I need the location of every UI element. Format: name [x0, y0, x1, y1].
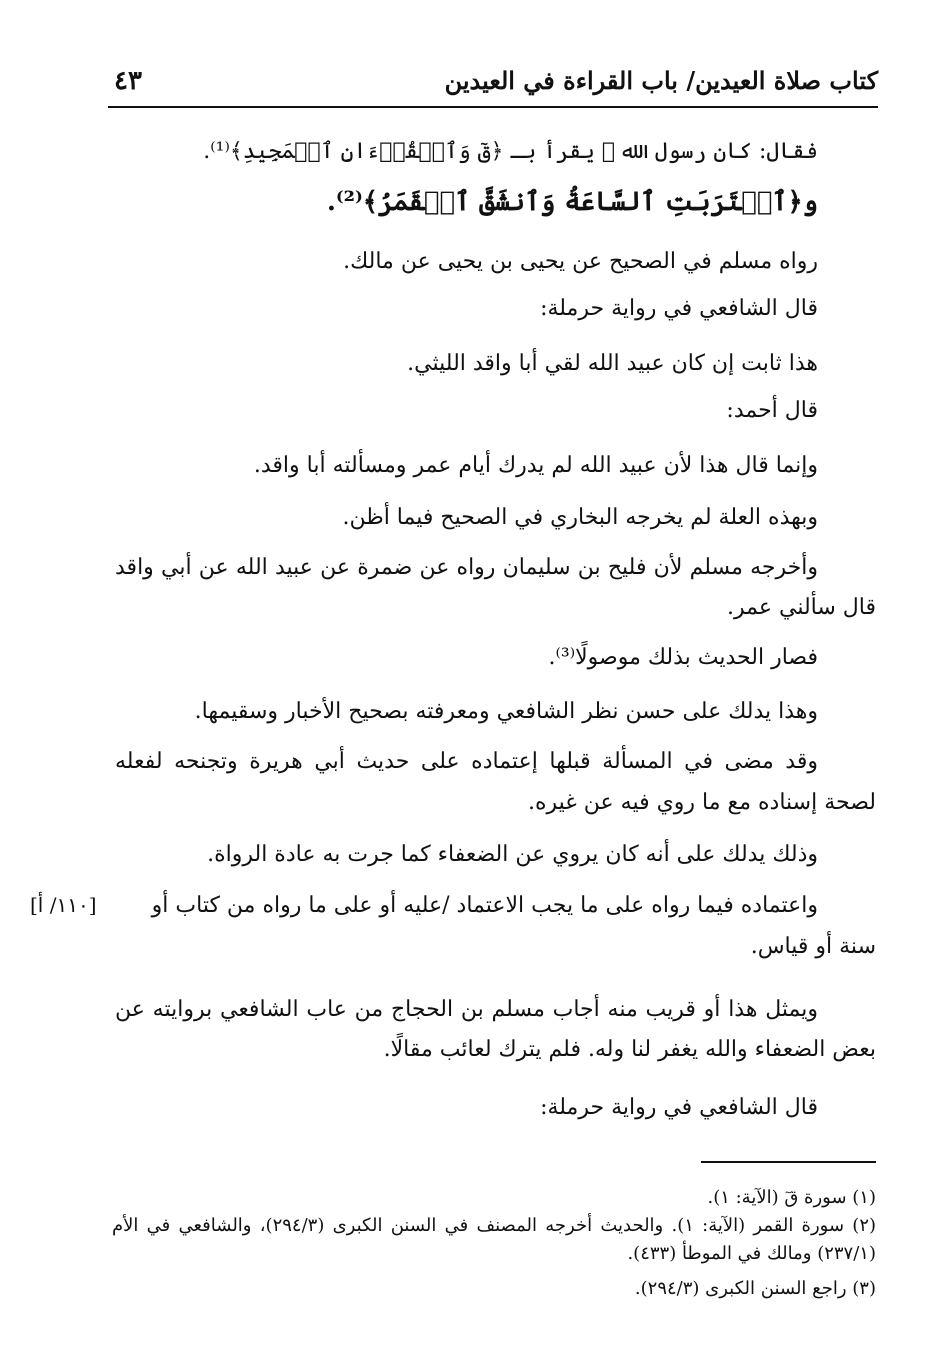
text-line-1: فقال: كان رسول الله ﷺ يقرأ بـ ﴿قٓ وَٱلۡقُرۡءَانِ ٱلۡمَجِيدِ﴾⁽¹⁾.: [203, 139, 818, 164]
margin-folio-reference: [١١٠/ أ]: [30, 893, 97, 917]
page-number: ٤٣: [114, 66, 142, 96]
text-line-5: هذا ثابت إن كان عبيد الله لقي أبا واقد الليثي.: [407, 351, 818, 376]
text-line-11: فصار الحديث بذلك موصولًا⁽³⁾.: [548, 645, 818, 670]
text-line-4: قال الشافعي في رواية حرملة:: [540, 296, 818, 321]
page-header: [108, 62, 878, 108]
text-line-13: وقد مضى في المسألة قبلها إعتماده على حديث أبي هريرة وتجنحه لفعله: [115, 749, 818, 774]
footnote-1: (١) سورة قٓ (الآية: ١).: [707, 1187, 876, 1208]
text-line-10: قال سألني عمر.: [727, 595, 876, 620]
text-line-8: وبهذه العلة لم يخرجه البخاري في الصحيح فيما أظن.: [342, 505, 818, 530]
text-line-2: و﴿ٱقۡتَرَبَتِ ٱلسَّاعَةُ وَٱنشَقَّ ٱلۡقَمَرُ﴾⁽²⁾.: [326, 187, 818, 217]
text-line-9: وأخرجه مسلم لأن فليح بن سليمان رواه عن ضمرة عن عبيد الله عن أبي واقد: [115, 555, 818, 580]
text-line-16: واعتماده فيما رواه على ما يجب الاعتماد /عليه أو على ما رواه من كتاب أو: [151, 893, 818, 918]
footnote-separator: [701, 1161, 876, 1163]
running-title: كتاب صلاة العيدين/ باب القراءة في العيدين: [444, 66, 878, 95]
text-line-15: وذلك يدلك على أنه كان يروي عن الضعفاء كما جرت به عادة الرواة.: [207, 842, 818, 867]
text-line-17: سنة أو قياس.: [750, 934, 876, 959]
text-line-20: قال الشافعي في رواية حرملة:: [540, 1095, 818, 1120]
text-line-18: ويمثل هذا أو قريب منه أجاب مسلم بن الحجاج من عاب الشافعي بروايته عن: [115, 997, 818, 1022]
text-line-12: وهذا يدلك على حسن نظر الشافعي ومعرفته بصحيح الأخبار وسقيمها.: [194, 699, 818, 724]
text-line-3: رواه مسلم في الصحيح عن يحيى بن يحيى عن مالك.: [343, 249, 818, 274]
footnote-2-line-2: (٢٣٧/١) ومالك في الموطأ (٤٣٣).: [627, 1243, 876, 1264]
text-line-14: لصحة إسناده مع ما روي فيه عن غيره.: [527, 790, 876, 815]
footnote-3: (٣) راجع السنن الكبرى (٢٩٤/٣).: [634, 1278, 876, 1299]
text-line-7: وإنما قال هذا لأن عبيد الله لم يدرك أيام عمر ومسألته أبا واقد.: [253, 453, 818, 478]
footnote-2-line-1: (٢) سورة القمر (الآية: ١). والحديث أخرجه المصنف في السنن الكبرى (٢٩٤/٣)، والشافعي في الأم: [112, 1215, 877, 1236]
text-line-19: بعض الضعفاء والله يغفر لنا وله. فلم يترك لعائب مقالًا.: [383, 1037, 876, 1062]
text-line-6: قال أحمد:: [726, 398, 818, 423]
